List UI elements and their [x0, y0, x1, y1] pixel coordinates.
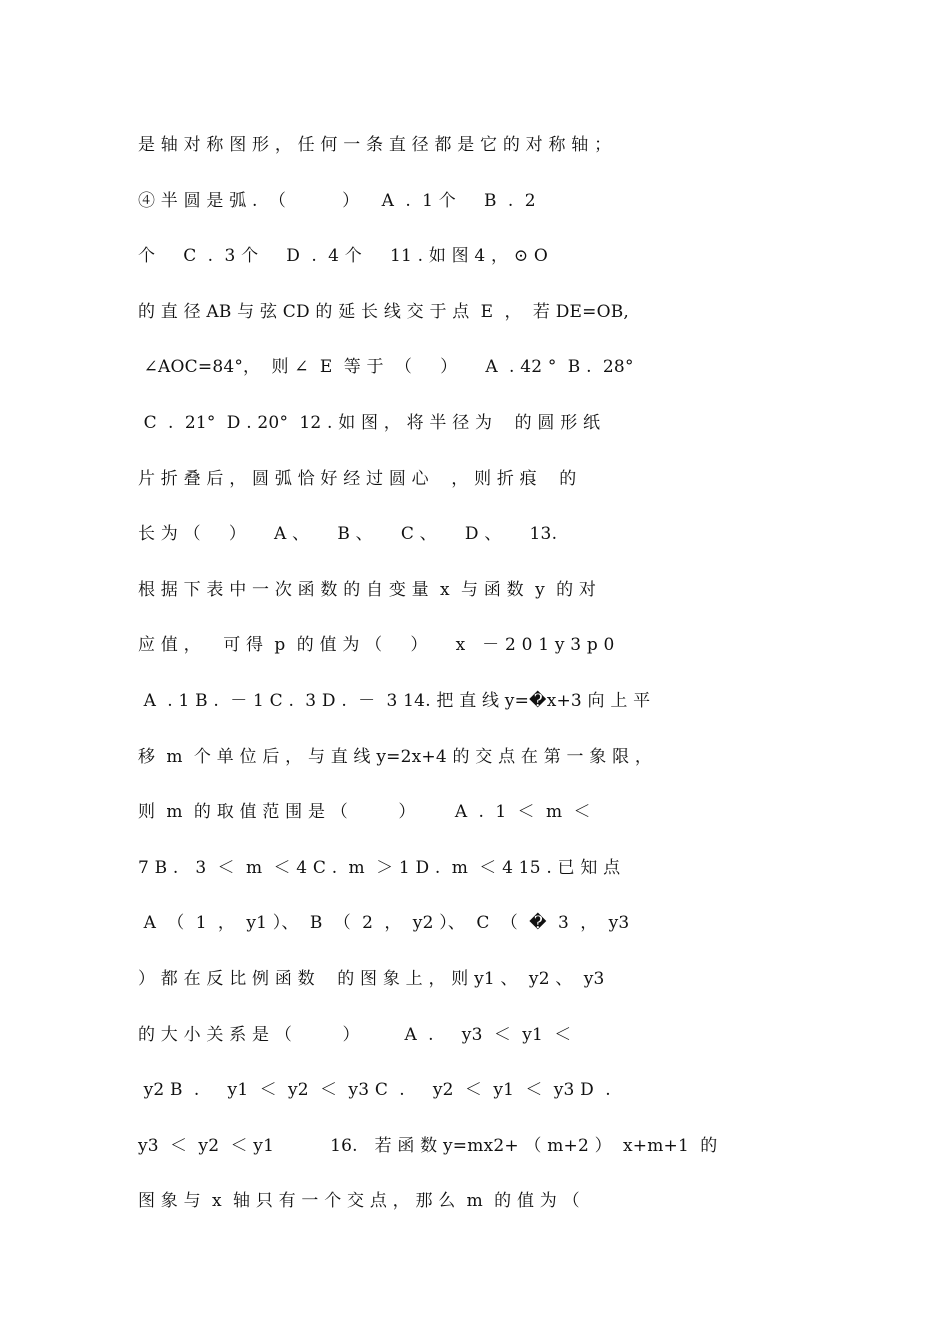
text-line: ④ 半 圆 是 弧 . （ ） A . 1 个 B . 2	[138, 190, 536, 211]
text-line: 则 m 的 取 值 范 围 是 （ ） A . 1 ＜ m ＜	[138, 802, 591, 823]
text-line: 的 直 径 AB 与 弦 CD 的 延 长 线 交 于 点 E ， 若 DE=OB,	[138, 301, 630, 322]
text-line: 7 B . 3 ＜ m ＜ 4 C . m ＞ 1 D . m ＜ 4 15 . 已 知 点	[138, 857, 621, 878]
text-line: C . 21° D . 20° 12 . 如 图 ， 将 半 径 为 的 圆 形 纸	[138, 412, 601, 433]
text-line: 是 轴 对 称 图 形 ， 任 何 一 条 直 径 都 是 它 的 对 称 轴 ；	[138, 135, 612, 155]
document-text	[138, 126, 838, 1238]
text-line: 的 大 小 关 系 是 （ ） A . y3 ＜ y1 ＜	[138, 1024, 572, 1045]
text-line: A . 1 B . － 1 C . 3 D . － 3 14. 把 直 线 y=�x+3 向 上 平	[138, 690, 651, 711]
text-line: ∠AOC=84°， 则 ∠ E 等 于 （ ） A . 42 ° B . 28°	[138, 357, 634, 378]
text-line: ） 都 在 反 比 例 函 数 的 图 象 上 ， 则 y1 、 y2 、 y3	[138, 968, 605, 989]
text-line: 片 折 叠 后 ， 圆 弧 恰 好 经 过 圆 心 ， 则 折 痕 的	[138, 468, 577, 489]
text-line: y2 B . y1 ＜ y2 ＜ y3 C . y2 ＜ y1 ＜ y3 D .	[138, 1080, 611, 1101]
text-line: 长 为 （ ） A 、 B 、 C 、 D 、 13.	[138, 524, 558, 545]
text-line: 移 m 个 单 位 后 ， 与 直 线 y=2x+4 的 交 点 在 第 一 象 限 ，	[138, 746, 653, 767]
text-line: 应 值 ， 可 得 p 的 值 为 （ ） x － 2 0 1 y 3 p 0	[138, 635, 615, 656]
text-line: 个 C . 3 个 D . 4 个 11 . 如 图 4 ， ⊙ O	[138, 246, 549, 267]
text-line: 图 象 与 x 轴 只 有 一 个 交 点 ， 那 么 m 的 值 为 （	[138, 1191, 580, 1212]
text-line: 根 据 下 表 中 一 次 函 数 的 自 变 量 x 与 函 数 y 的 对	[138, 579, 597, 600]
text-line: A （ 1 ， y1 ）、 B （ 2 ， y2 ）、 C （ � 3 ， y3	[138, 913, 630, 934]
text-line: y3 ＜ y2 ＜ y1 16. 若 函 数 y=mx2+ （ m+2 ） x+m+1 的	[138, 1135, 718, 1156]
